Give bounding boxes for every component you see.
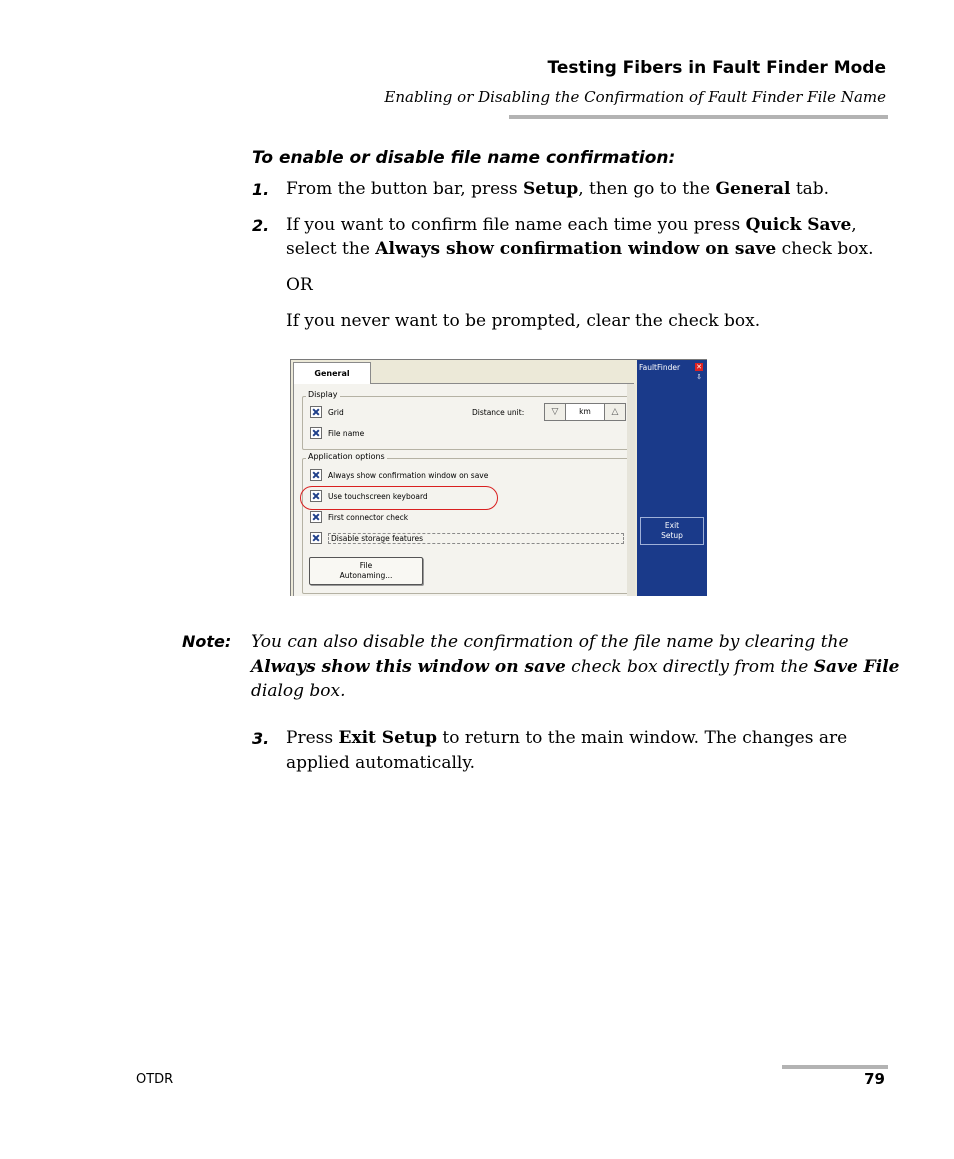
step-2-line-1: If you want to confirm file name each time you press Quick Save,: [286, 215, 857, 235]
close-icon[interactable]: ✕: [696, 363, 702, 371]
step-1-text: From the button bar, press Setup, then go to the General tab.: [286, 179, 830, 199]
footer-rule: [782, 1065, 888, 1069]
first-connector-label: First connector check: [328, 512, 409, 522]
always-show-label: Always show confirmation window on save: [328, 470, 489, 480]
step-2-or: OR: [286, 275, 313, 295]
grid-checkbox[interactable]: [310, 406, 322, 418]
distance-unit-label: Distance unit:: [472, 408, 525, 417]
file-name-checkbox[interactable]: [310, 427, 322, 439]
running-header-subtitle: Enabling or Disabling the Confirmation of Fault Finder File Name: [384, 88, 886, 106]
panel-scrollbar[interactable]: [627, 384, 635, 596]
note-line-3: dialog box.: [251, 681, 346, 701]
grid-label: Grid: [328, 407, 344, 417]
file-name-label: File name: [328, 428, 365, 438]
exit-setup-button[interactable]: [640, 517, 704, 545]
running-header-title: Testing Fibers in Fault Finder Mode: [547, 58, 886, 78]
tab-general[interactable]: General: [293, 362, 371, 385]
step-2-number: 2.: [252, 216, 270, 235]
note-line-1: You can also disable the confirmation of the file name by clearing the: [251, 632, 849, 652]
page-number: 79: [864, 1070, 885, 1088]
note-label: Note:: [182, 632, 232, 651]
distance-unit-up-button[interactable]: [604, 403, 626, 421]
faultfinder-title: FaultFinder: [639, 363, 681, 372]
step-3-number: 3.: [252, 729, 270, 748]
triangle-down-icon: ▽: [551, 407, 559, 417]
always-show-checkbox[interactable]: [310, 469, 322, 481]
procedure-heading: To enable or disable file name confirmation:: [252, 148, 676, 168]
touchscreen-checkbox[interactable]: [310, 490, 322, 502]
first-connector-checkbox-row[interactable]: [310, 510, 408, 524]
file-autonaming-line-1: File: [359, 561, 373, 570]
step-3-line-1: Press Exit Setup to return to the main window. The changes are: [286, 728, 848, 748]
tab-strip: [291, 360, 637, 384]
setup-screenshot: [290, 359, 707, 596]
header-rule: [509, 115, 888, 119]
grid-checkbox-row[interactable]: [310, 405, 344, 419]
step-2-alternative: If you never want to be prompted, clear the check box.: [286, 311, 761, 331]
disable-storage-checkbox-row[interactable]: [310, 531, 624, 545]
display-group-label: Display: [308, 390, 338, 399]
first-connector-checkbox[interactable]: [310, 511, 322, 523]
file-autonaming-line-2: Autonaming...: [339, 571, 393, 580]
distance-unit-field[interactable]: km: [565, 403, 605, 421]
file-autonaming-button[interactable]: [309, 557, 423, 585]
footer-product: OTDR: [136, 1072, 174, 1087]
touchscreen-checkbox-row[interactable]: [310, 489, 428, 503]
pin-icon[interactable]: ⇩: [696, 373, 702, 381]
step-3-line-2: applied automatically.: [286, 753, 476, 773]
disable-storage-checkbox[interactable]: [310, 532, 322, 544]
distance-unit-down-button[interactable]: [544, 403, 566, 421]
button-bar: [637, 360, 707, 596]
note-line-2: Always show this window on save check box directly from the Save File: [251, 656, 900, 677]
always-show-checkbox-row[interactable]: [310, 468, 488, 482]
step-2-line-2: select the Always show confirmation window on save check box.: [286, 239, 874, 259]
application-options-label: Application options: [308, 452, 385, 461]
touchscreen-label: Use touchscreen keyboard: [328, 491, 428, 501]
step-1-number: 1.: [252, 180, 270, 199]
triangle-up-icon: △: [611, 407, 619, 417]
exit-setup-line-2: Setup: [661, 531, 683, 540]
disable-storage-label: Disable storage features: [328, 533, 624, 544]
note-text: [251, 630, 900, 704]
file-name-checkbox-row[interactable]: [310, 426, 364, 440]
exit-setup-line-1: Exit: [664, 521, 680, 530]
